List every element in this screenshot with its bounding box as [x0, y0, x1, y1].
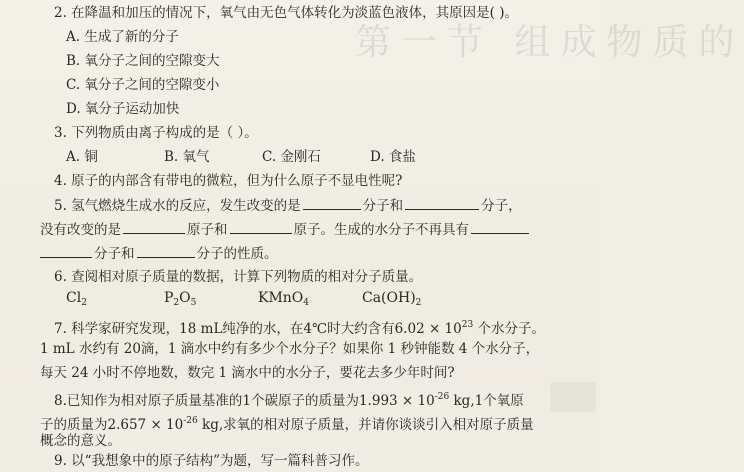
q7-line-1: 7. 科学家研究发现，18 mL纯净的水，在4℃时大约含有$6.02 \times 10^{23}$ 个水分子。: [54, 320, 545, 337]
answer-blank[interactable]: [230, 220, 292, 234]
q3-stem: 3. 下列物质由离子构成的是（ ）。: [54, 125, 258, 141]
q2-stem: 2. 在降温和加压的情况下，氧气由无色气体转化为淡蓝色液体，其原因是( )。: [54, 5, 518, 21]
answer-blank[interactable]: [137, 244, 195, 258]
q5-line-1: 5. 氢气燃烧生成水的反应，发生改变的是 分子和 分子，: [54, 198, 522, 214]
answer-blank[interactable]: [123, 220, 185, 234]
q2-option-a: A. 生成了新的分子: [66, 29, 179, 45]
decorative-badge: [550, 382, 596, 412]
page-heading-watermark: 第一节 组成物质的: [355, 22, 744, 63]
answer-blank[interactable]: [471, 220, 529, 234]
answer-blank[interactable]: [405, 196, 479, 210]
q8-line-1: 8.已知作为相对原子质量基准的1个碳原子的质量为$1.993 \times 10^{-26}$ kg,1个氧原: [54, 392, 524, 409]
q2-option-b: B. 氧分子之间的空隙变大: [66, 53, 220, 69]
formula-caoh2: $Ca(OH)_2$: [362, 290, 422, 308]
q3-option-b: B. 氧气: [164, 149, 210, 165]
q5-line-2: 没有改变的是 原子和 原子。生成的水分子不再具有: [40, 220, 531, 239]
q3-option-d: D. 食盐: [370, 149, 416, 165]
q4-stem: 4. 原子的内部含有带电的微粒，但为什么原子不显电性呢?: [54, 173, 403, 189]
q5-line-3: 分子和 分子的性质。: [40, 244, 278, 263]
q8-line-2: 子的质量为$2.657 \times 10^{-26}$ kg,求氧的相对原子质量，并请你谈谈引入相对原子质量: [40, 416, 534, 433]
q9-stem: 9. 以“我想象中的原子结构”为题，写一篇科普习作。: [54, 453, 369, 469]
q2-option-c: C. 氧分子之间的空隙变小: [66, 77, 220, 93]
q6-stem: 6. 查阅相对原子质量的数据，计算下列物质的相对分子质量。: [54, 269, 423, 285]
q2-option-d: D. 氧分子运动加快: [66, 101, 180, 117]
q8-line-3: 概念的意义。: [40, 433, 121, 449]
q3-option-a: A. 铜: [66, 149, 98, 165]
q3-option-c: C. 金刚石: [262, 149, 321, 165]
formula-cl2: $Cl_2$: [66, 290, 87, 308]
answer-blank[interactable]: [303, 196, 361, 210]
formula-kmno4: KMnO$_4$: [258, 290, 310, 308]
formula-p2o5: $P_2O_5$: [164, 290, 197, 308]
q7-line-3: 每天 24 小时不停地数，数完 1 滴水中的水分子，要花去多少年时间?: [40, 365, 455, 381]
answer-blank[interactable]: [40, 244, 92, 258]
q7-line-2: 1 mL 水约有 20滴，1 滴水中约有多少个水分子？如果你 1 秒钟能数 4 个水分子，: [40, 341, 540, 357]
